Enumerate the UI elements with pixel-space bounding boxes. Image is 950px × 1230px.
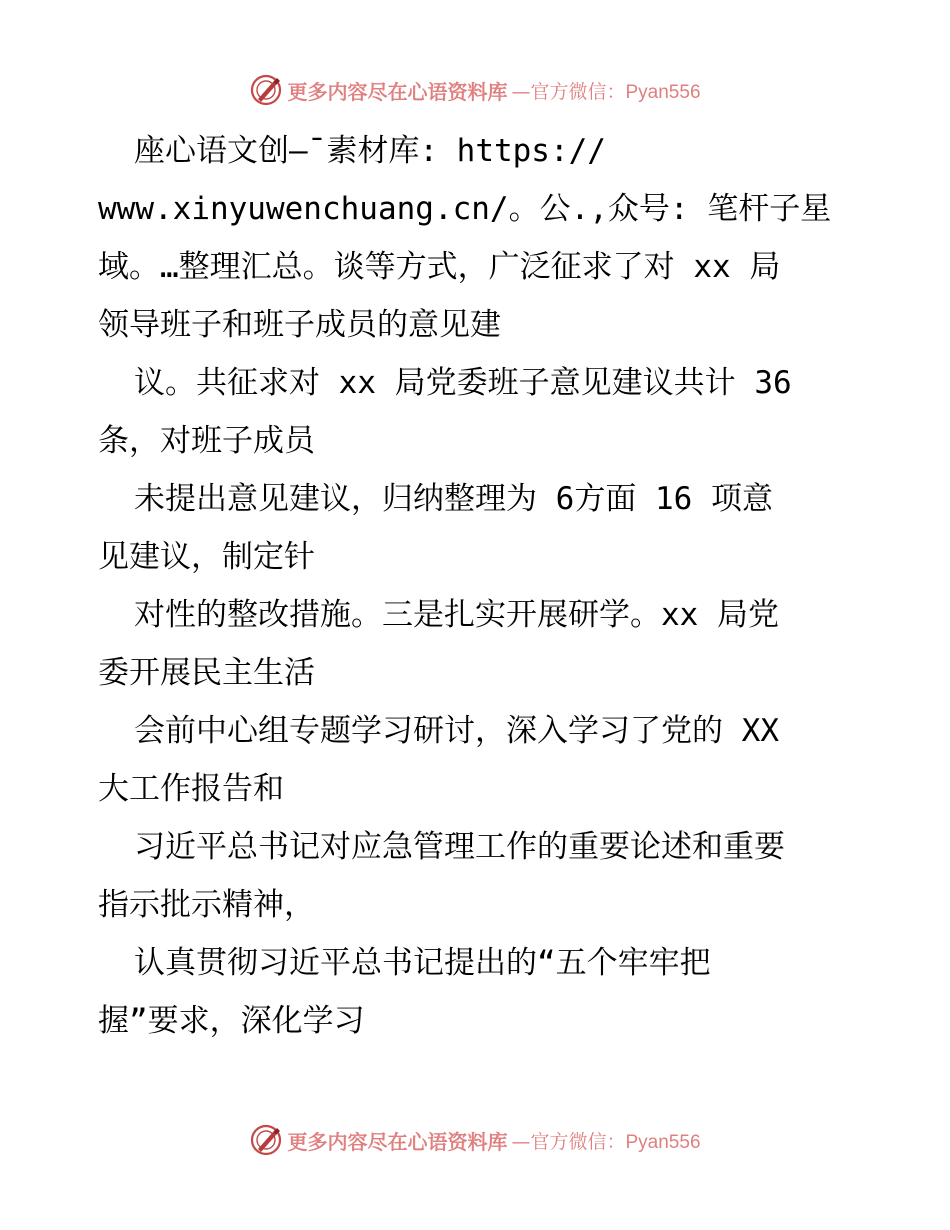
- text-line: 条，对班子成员: [98, 423, 315, 459]
- text-line: 大工作报告和: [98, 771, 284, 807]
- text-line: 域。…整理汇总。谈等方式，广泛征求了对 xx 局: [98, 249, 781, 285]
- text-line: 议。共征求对 xx 局党委班子意见建议共计 36: [134, 365, 792, 401]
- watermark-wechat-id: Pyan556: [625, 81, 701, 103]
- pen-seal-icon: [249, 73, 283, 107]
- text-line: 见建议，制定针: [98, 539, 315, 575]
- text-line: 认真贯彻习近平总书记提出的“五个牢牢把: [134, 945, 711, 981]
- document-body: [98, 122, 868, 1050]
- watermark-wechat-id: Pyan556: [625, 1131, 701, 1153]
- text-line: 委开展民主生活: [98, 655, 315, 691]
- text-line: 座心语文创—¯素材库: https://: [134, 133, 606, 169]
- watermark-wechat-label: —官方微信：: [511, 1130, 626, 1153]
- watermark-sub-text: [511, 1127, 700, 1154]
- text-line: 指示批示精神，: [98, 887, 315, 923]
- header-watermark: [0, 70, 950, 110]
- text-line: www.xinyuwenchuang.cn/。公.,众号: 笔杆子星: [98, 191, 832, 227]
- text-line: 握”要求，深化学习: [98, 1003, 365, 1039]
- text-line: 习近平总书记对应急管理工作的重要论述和重要: [134, 829, 785, 865]
- pen-seal-icon: [249, 1123, 283, 1157]
- watermark-main-text: 更多内容尽在心语资料库: [287, 79, 508, 104]
- footer-watermark: [0, 1120, 950, 1160]
- watermark-wechat-label: —官方微信：: [511, 80, 626, 103]
- text-line: 会前中心组专题学习研讨，深入学习了党的 XX: [134, 713, 779, 749]
- text-line: 对性的整改措施。三是扎实开展研学。xx 局党: [134, 597, 779, 633]
- watermark-main-text: 更多内容尽在心语资料库: [287, 1129, 508, 1154]
- text-line: 未提出意见建议，归纳整理为 6方面 16 项意: [134, 481, 773, 517]
- text-line: 领导班子和班子成员的意见建: [98, 307, 501, 343]
- watermark-sub-text: [511, 77, 700, 104]
